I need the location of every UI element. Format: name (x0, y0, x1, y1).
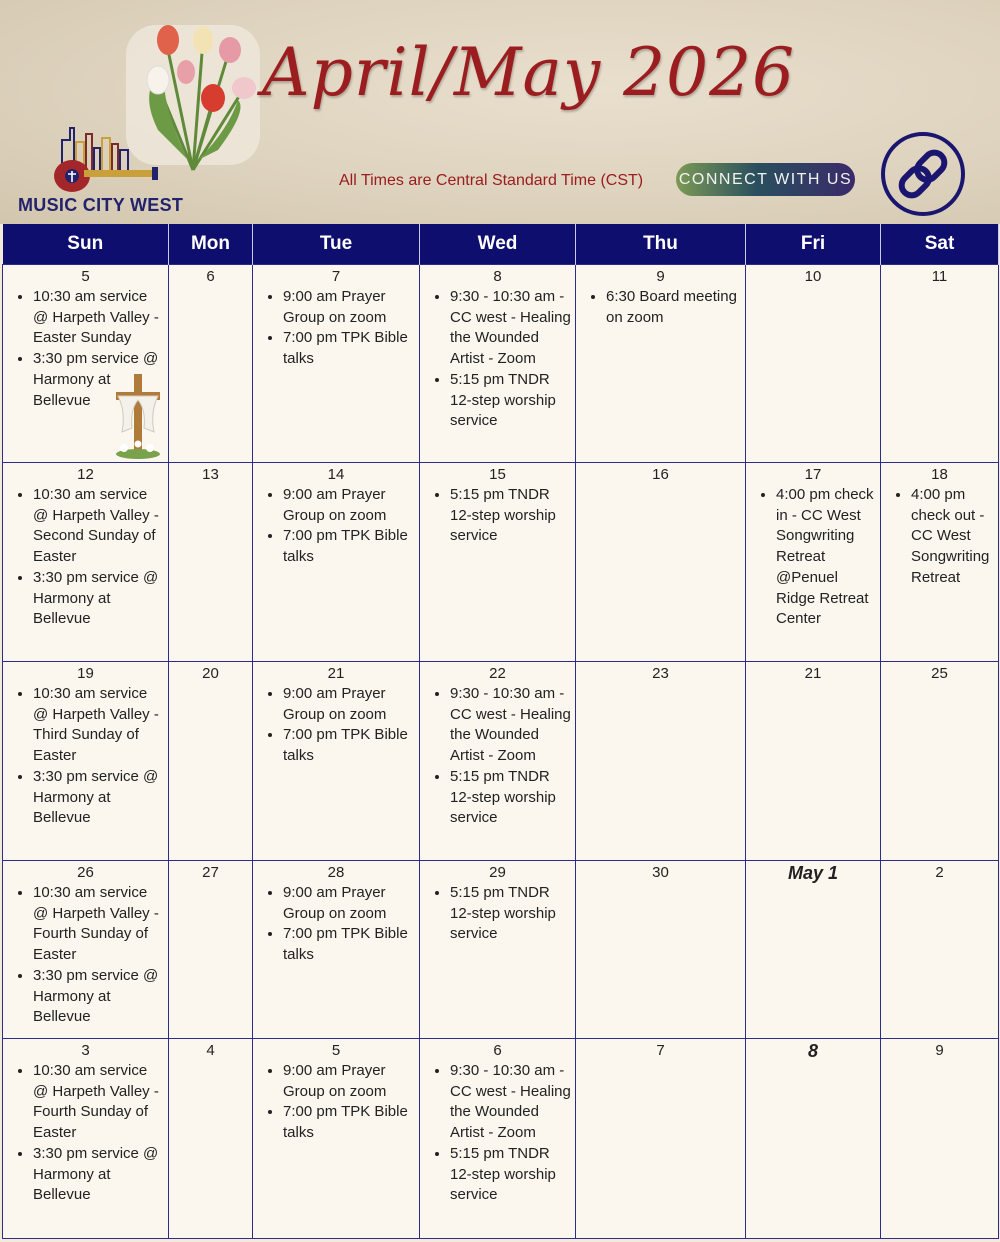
logo-text: MUSIC CITY WEST (18, 195, 184, 215)
day-number: 8 (807, 1041, 818, 1061)
day-number: 7 (656, 1042, 665, 1059)
header-banner (0, 0, 1000, 224)
connect-with-us-button[interactable]: CONNECT WITH US (676, 163, 855, 196)
day-cell[interactable] (746, 265, 881, 463)
day-number: 12 (77, 466, 94, 483)
event-item: • 5:15 pm TNDR 12-step worship service (450, 767, 575, 829)
day-cell[interactable] (576, 1039, 746, 1239)
event-list (881, 485, 998, 589)
day-cell[interactable] (253, 861, 420, 1039)
event-item: • 5:15 pm TNDR 12-step worship service (450, 485, 575, 547)
event-list (420, 287, 575, 432)
day-number: 13 (202, 466, 219, 483)
event-list (253, 1061, 419, 1144)
day-number: 22 (489, 665, 506, 682)
day-number: 30 (652, 864, 669, 881)
event-list (3, 1061, 168, 1206)
week-row (3, 1039, 999, 1239)
day-number: 6 (493, 1042, 502, 1059)
day-cell[interactable] (253, 662, 420, 861)
day-number: 20 (202, 665, 219, 682)
day-number: 23 (652, 665, 669, 682)
day-cell[interactable] (169, 265, 253, 463)
day-cell[interactable] (420, 861, 576, 1039)
event-list (420, 1061, 575, 1206)
event-list (420, 883, 575, 945)
event-item: • 5:15 pm TNDR 12-step worship service (450, 883, 575, 945)
event-item: • 7:00 pm TPK Bible talks (283, 1102, 419, 1143)
day-cell[interactable] (881, 463, 999, 662)
page-title: April/May 2026 (262, 34, 796, 111)
day-number: 18 (931, 466, 948, 483)
day-number: 10 (804, 268, 822, 285)
event-item: • 9:30 - 10:30 am - CC west - Healing the Wounded Artist - Zoom (450, 1061, 575, 1144)
event-list (253, 883, 419, 966)
event-item: • 6:30 Board meeting on zoom (606, 287, 745, 328)
day-cell[interactable] (576, 662, 746, 861)
easter-cross-icon (112, 372, 164, 460)
event-item: • 10:30 am service @ Harpeth Valley - Third Sunday of Easter (33, 684, 168, 767)
weekday-header: Sat (881, 224, 999, 265)
weekday-header: Thu (576, 224, 746, 265)
day-number: 2 (935, 864, 944, 881)
event-list (253, 287, 419, 370)
event-item: • 3:30 pm service @ Harmony at Bellevue (33, 1144, 168, 1206)
week-row (3, 861, 999, 1039)
weekday-header: Mon (169, 224, 253, 265)
day-cell[interactable] (169, 662, 253, 861)
day-number: 9 (935, 1042, 944, 1059)
event-item: • 9:30 - 10:30 am - CC west - Healing the Wounded Artist - Zoom (450, 287, 575, 370)
day-cell[interactable] (420, 662, 576, 861)
event-item: • 5:15 pm TNDR 12-step worship service (450, 1144, 575, 1206)
event-item: • 3:30 pm service @ Harmony at Bellevue (33, 568, 168, 630)
day-cell[interactable] (420, 265, 576, 463)
event-list (420, 485, 575, 547)
day-number: 16 (652, 466, 669, 483)
day-number: 17 (804, 466, 822, 483)
day-number: 25 (931, 665, 948, 682)
event-item: • 3:30 pm service @ Harmony at Bellevue (33, 767, 168, 829)
event-list (253, 485, 419, 568)
day-number: 28 (327, 864, 345, 881)
link-button[interactable] (881, 132, 965, 216)
day-cell[interactable] (746, 1039, 881, 1239)
day-cell[interactable] (3, 662, 169, 861)
day-number: 21 (804, 665, 822, 682)
weekday-header-row (3, 224, 999, 265)
event-list (420, 684, 575, 829)
event-list (746, 485, 880, 630)
day-cell[interactable] (253, 265, 420, 463)
day-number: 15 (489, 466, 506, 483)
weekday-header: Wed (420, 224, 576, 265)
event-item: • 3:30 pm service @ Harmony at Bellevue (33, 966, 168, 1028)
weekday-header: Sun (3, 224, 169, 265)
event-item: • 9:00 am Prayer Group on zoom (283, 485, 419, 526)
day-cell[interactable] (881, 662, 999, 861)
week-row (3, 662, 999, 861)
event-item: • 7:00 pm TPK Bible talks (283, 328, 419, 369)
day-cell[interactable] (881, 861, 999, 1039)
day-number: 5 (81, 268, 90, 285)
event-item: • 7:00 pm TPK Bible talks (283, 725, 419, 766)
day-cell[interactable] (169, 861, 253, 1039)
day-number: 21 (327, 665, 345, 682)
day-cell[interactable] (420, 463, 576, 662)
day-number: 5 (331, 1042, 341, 1059)
event-item: • 9:30 - 10:30 am - CC west - Healing the Wounded Artist - Zoom (450, 684, 575, 767)
event-item: • 9:00 am Prayer Group on zoom (283, 287, 419, 328)
day-cell[interactable] (746, 861, 881, 1039)
day-cell[interactable] (253, 463, 420, 662)
event-list (3, 485, 168, 630)
day-cell[interactable] (169, 1039, 253, 1239)
event-item: • 9:00 am Prayer Group on zoom (283, 1061, 419, 1102)
day-number: 29 (489, 864, 506, 881)
event-list (576, 287, 745, 328)
event-item: • 3:30 pm service @ Harmony at Bellevue (33, 349, 168, 411)
event-item: • 9:00 am Prayer Group on zoom (283, 684, 419, 725)
day-number: 11 (931, 268, 948, 285)
day-cell[interactable] (881, 265, 999, 463)
event-item: • 10:30 am service @ Harpeth Valley - Fourth Sunday of Easter (33, 1061, 168, 1144)
day-number: 19 (77, 665, 94, 682)
day-cell[interactable] (576, 463, 746, 662)
event-item: • 7:00 pm TPK Bible talks (283, 526, 419, 567)
day-number: May 1 (787, 863, 839, 883)
day-cell[interactable] (3, 463, 169, 662)
event-list (3, 883, 168, 1028)
day-number: 27 (202, 864, 219, 881)
event-item: • 10:30 am service @ Harpeth Valley - Second Sunday of Easter (33, 485, 168, 568)
event-list (253, 684, 419, 767)
day-number: 4 (206, 1042, 215, 1059)
event-item: • 4:00 pm check in - CC West Songwriting Retreat @Penuel Ridge Retreat Center (776, 485, 880, 630)
day-cell[interactable] (576, 861, 746, 1039)
weekday-header: Fri (746, 224, 881, 265)
event-item: • 5:15 pm TNDR 12-step worship service (450, 370, 575, 432)
event-list (3, 684, 168, 829)
day-number: 8 (493, 268, 502, 285)
day-number: 26 (77, 864, 94, 881)
day-cell[interactable] (3, 861, 169, 1039)
day-number: 14 (327, 466, 345, 483)
event-item: • 4:00 pm check out - CC West Songwriting Retreat (911, 485, 998, 589)
day-cell[interactable] (576, 265, 746, 463)
day-cell[interactable] (420, 1039, 576, 1239)
day-number: 9 (656, 268, 665, 285)
day-number: 7 (331, 268, 341, 285)
day-cell[interactable] (3, 1039, 169, 1239)
day-cell[interactable] (746, 662, 881, 861)
day-cell[interactable] (746, 463, 881, 662)
timezone-note: All Times are Central Standard Time (CST) (339, 172, 644, 189)
event-item: • 10:30 am service @ Harpeth Valley - Easter Sunday (33, 287, 168, 349)
day-cell[interactable] (253, 1039, 420, 1239)
event-item: • 9:00 am Prayer Group on zoom (283, 883, 419, 924)
day-cell[interactable] (881, 1039, 999, 1239)
day-cell[interactable] (169, 463, 253, 662)
event-item: • 7:00 pm TPK Bible talks (283, 924, 419, 965)
event-item: • 10:30 am service @ Harpeth Valley - Fourth Sunday of Easter (33, 883, 168, 966)
day-number: 6 (206, 268, 215, 285)
weekday-header: Tue (253, 224, 420, 265)
chain-link-icon (885, 136, 961, 212)
day-number: 3 (81, 1042, 90, 1059)
week-row (3, 463, 999, 662)
